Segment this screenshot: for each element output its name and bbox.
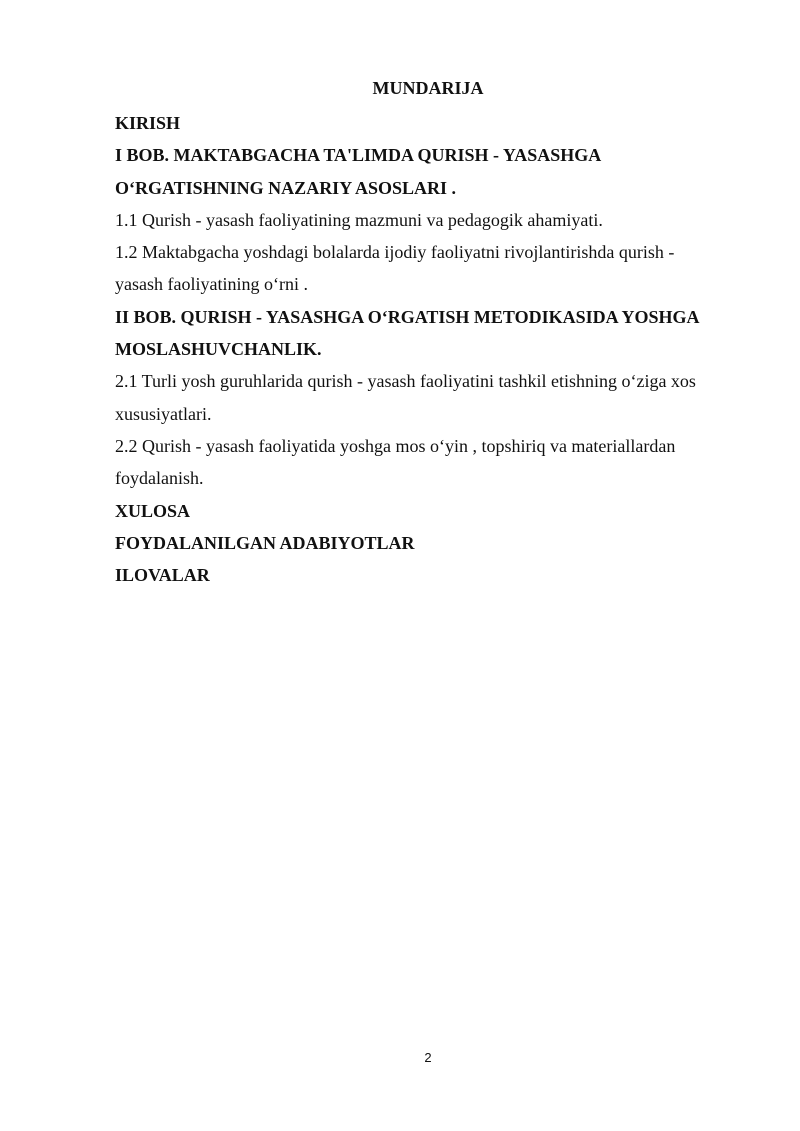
toc-entry-kirish: KIRISH: [115, 113, 181, 133]
toc-entry-section-1-2-line-2: yasash faoliyatining o‘rni .: [115, 274, 308, 295]
toc-entry-chapter-2-line-2: MOSLASHUVCHANLIK.: [115, 339, 322, 360]
toc-entry-section-1-2-line-1: 1.2 Maktabgacha yoshdagi bolalarda ijodiy faoliyatni rivojlantirishda qurish -: [115, 242, 675, 263]
toc-entry-xulosa: XULOSA: [115, 500, 191, 521]
toc-entry-section-2-1-line-2: xususiyatlari.: [115, 403, 212, 424]
toc-entry-section-2-1-line-1: 2.1 Turli yosh guruhlarida qurish - yasash faoliyatini tashkil etishning o‘ziga xos: [115, 371, 696, 392]
page-title: MUNDARIJA: [372, 78, 484, 98]
page-number: 2: [424, 1050, 432, 1065]
toc-entry-section-2-2-line-2: foydalanish.: [115, 468, 204, 489]
toc-entry-chapter-2-line-1: II BOB. QURISH - YASASHGA O‘RGATISH METODIKASIDA YOSHGA: [115, 306, 700, 327]
toc-entry-references: FOYDALANILGAN ADABIYOTLAR: [115, 532, 415, 553]
toc-entry-chapter-1-line-2: O‘RGATISHNING NAZARIY ASOSLARI .: [115, 177, 457, 198]
table-of-contents: [115, 107, 745, 591]
toc-entry-chapter-1-line-1: I BOB. MAKTABGACHA TA'LIMDA QURISH - YASASHGA: [115, 145, 602, 166]
toc-entry-appendices: ILOVALAR: [115, 565, 210, 586]
toc-entry-section-2-2-line-1: 2.2 Qurish - yasash faoliyatida yoshga mos o‘yin , topshiriq va materiallardan: [115, 435, 676, 456]
toc-entry-section-1-1: 1.1 Qurish - yasash faoliyatining mazmuni va pedagogik ahamiyati.: [115, 209, 603, 230]
